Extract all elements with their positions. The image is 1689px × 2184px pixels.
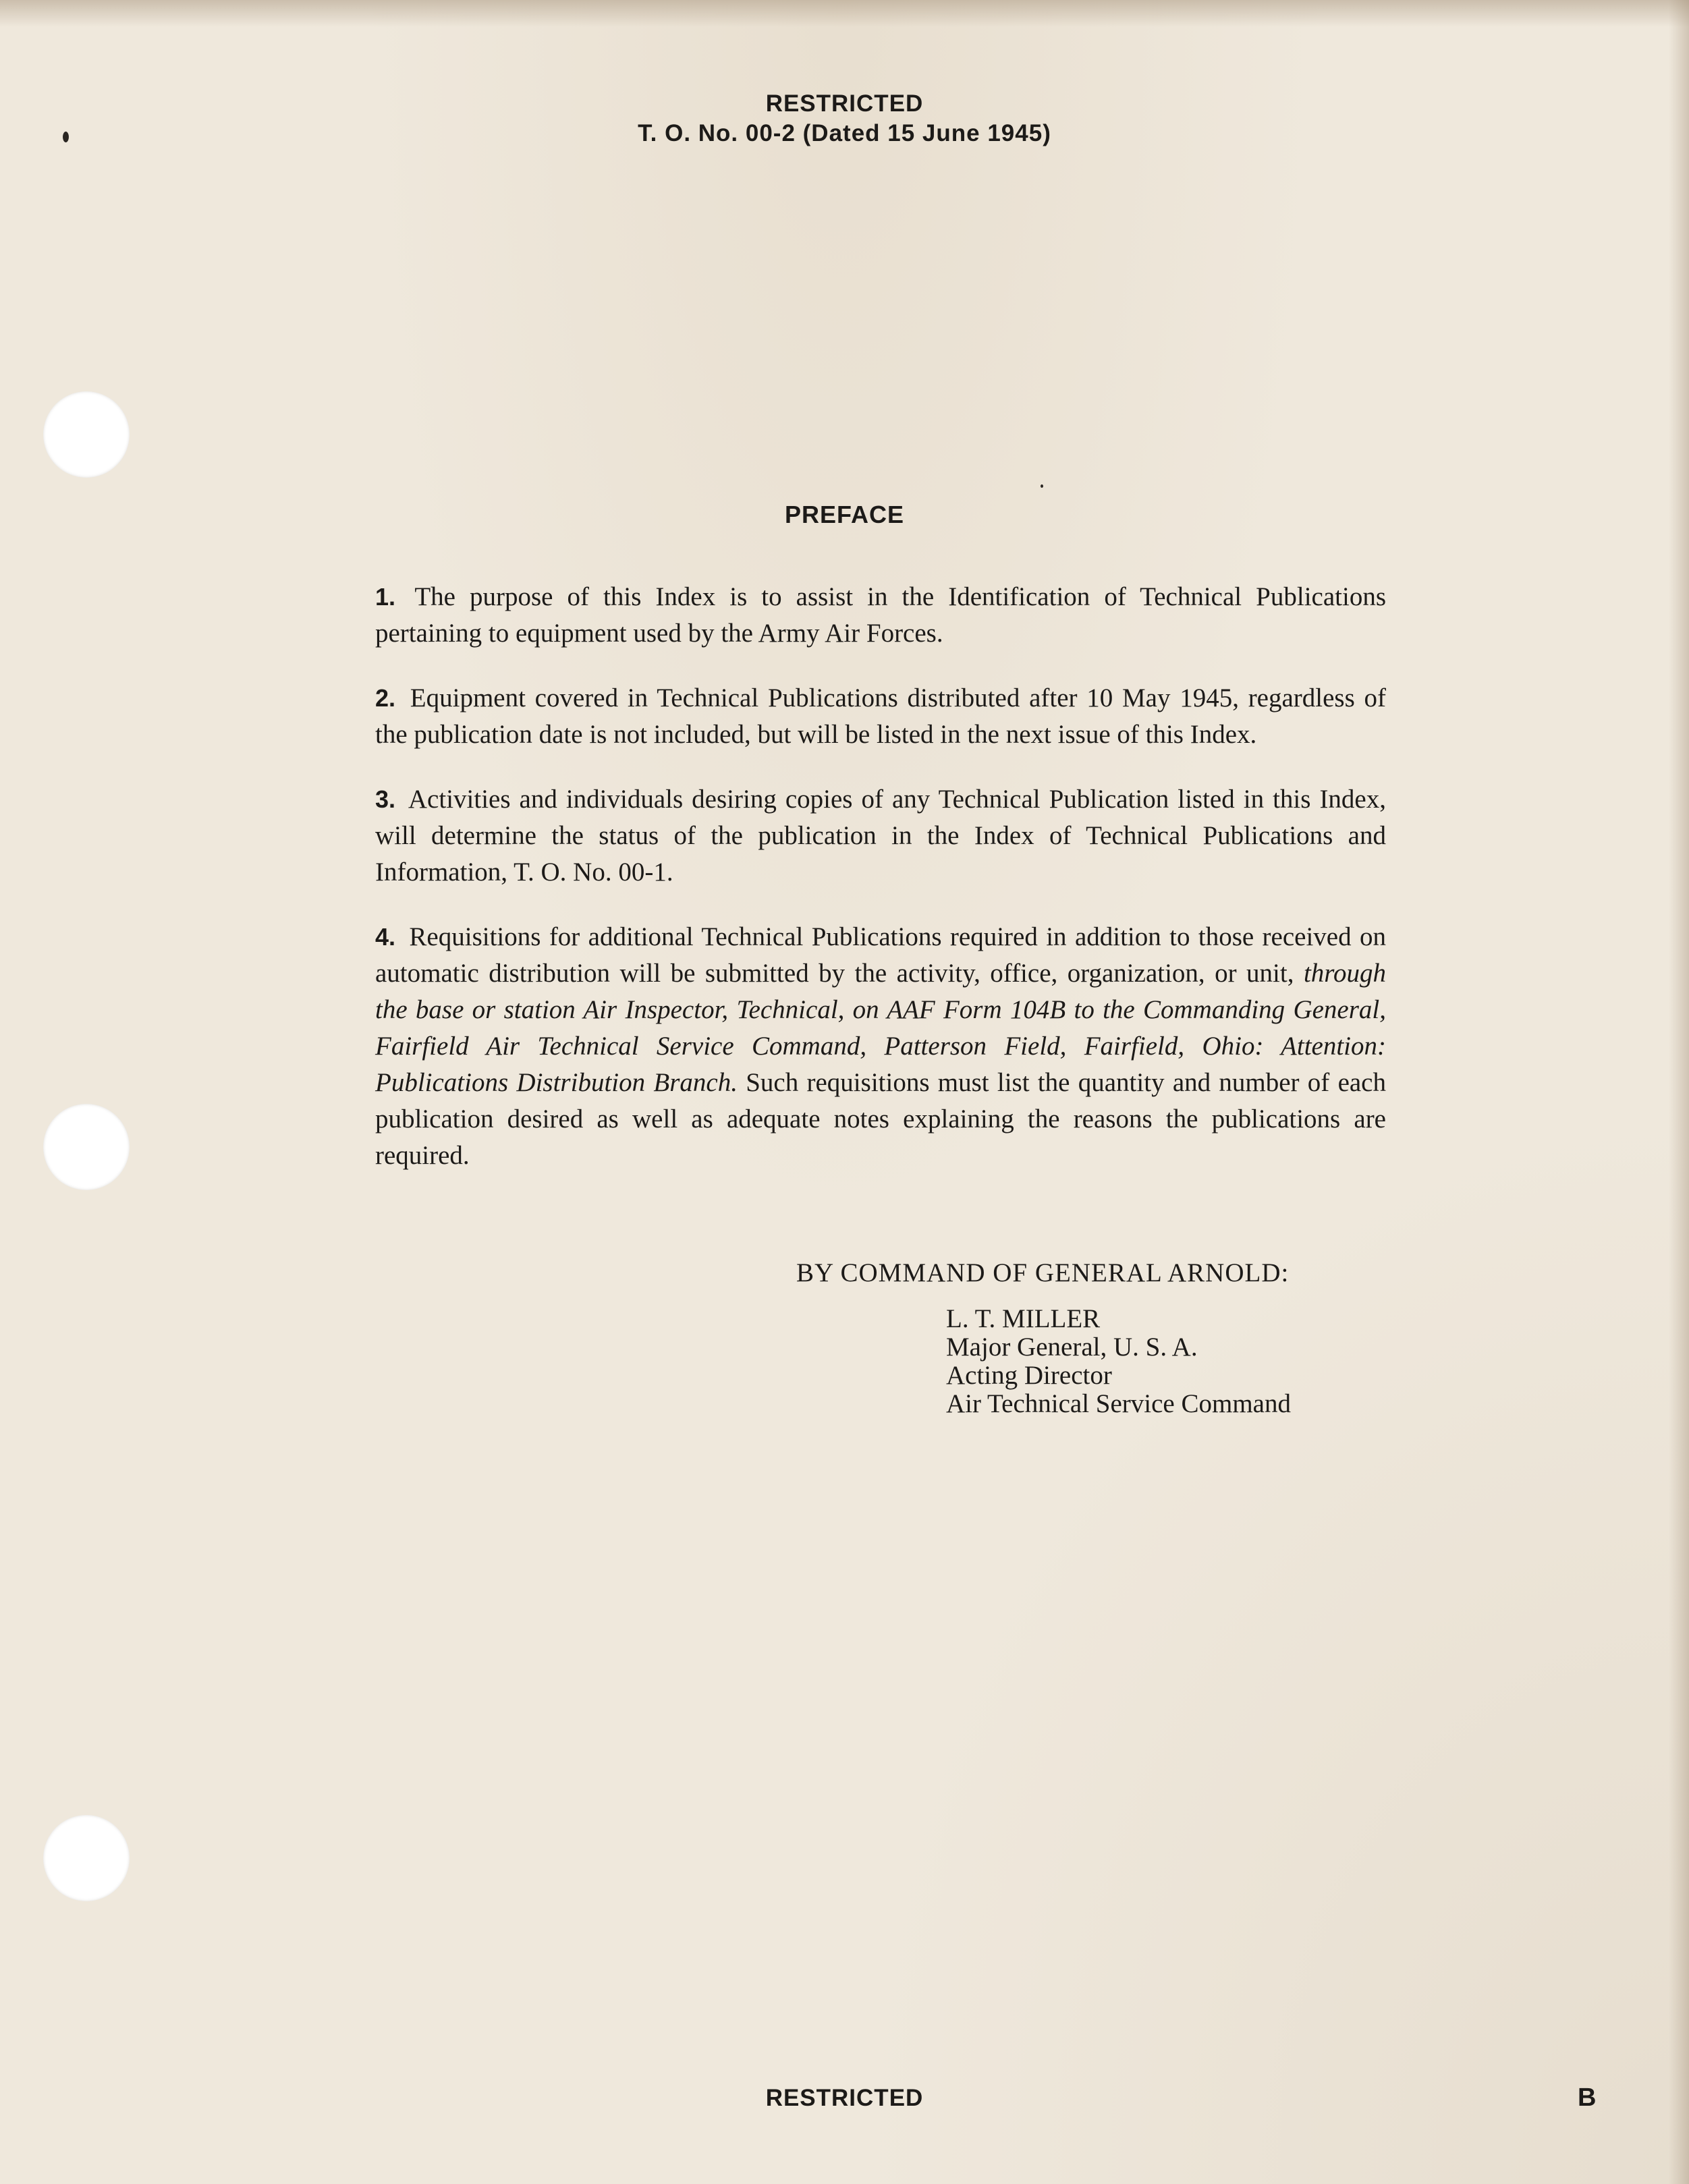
- header-document-number: T. O. No. 00-2 (Dated 15 June 1945): [638, 120, 1051, 146]
- punch-hole-bottom: [43, 1815, 130, 1901]
- preface-title: PREFACE: [784, 501, 905, 528]
- paper-edge-right: [1669, 0, 1689, 2184]
- page-letter: B: [1578, 2083, 1597, 2112]
- paragraph-text: Equipment covered in Technical Publications distributed after 10 May 1945, regardless of the publication date is not included, but will be listed in the next issue of this Index.: [375, 683, 1387, 749]
- signatory-rank: Major General, U. S. A.: [946, 1333, 1198, 1362]
- paragraph-italic-text: through the base or station Air Inspector, Technical, on AAF Form 104B to the Commanding General, Fairfield Air Technical Service Command, Patterson Field, Fairfield, Ohio: Attention: Publications Distribution Branch.: [375, 959, 1387, 1097]
- preface-body: [375, 579, 1386, 1202]
- command-line: BY COMMAND OF GENERAL ARNOLD:: [796, 1258, 1290, 1287]
- footer-classification: RESTRICTED: [765, 2085, 924, 2111]
- preface-paragraph-1: [375, 579, 1386, 652]
- preface-paragraph-2: [375, 680, 1386, 753]
- preface-paragraph-3: [375, 781, 1386, 891]
- punch-hole-middle: [43, 1104, 130, 1190]
- paragraph-number: 1.: [375, 583, 396, 611]
- paragraph-text: Such requisitions must list the quantity and number of each publication desired as well as adequate notes explaining the reasons the publications are required.: [375, 1068, 1386, 1170]
- header-classification: RESTRICTED: [765, 90, 924, 117]
- punch-hole-top: [43, 391, 130, 478]
- signatory-name: L. T. MILLER: [946, 1304, 1101, 1333]
- signatory-title: Acting Director: [946, 1361, 1112, 1390]
- paragraph-number: 3.: [375, 785, 396, 813]
- paragraph-text: The purpose of this Index is to assist in the Identification of Technical Publications pertaining to equipment used by the Army Air Forces.: [375, 582, 1386, 648]
- paragraph-text: Requisitions for additional Technical Publications required in addition to those received on automatic distribution will be submitted by the activity, office, organization, or unit,: [375, 922, 1386, 988]
- paragraph-number: 2.: [375, 684, 396, 712]
- preface-paragraph-4: [375, 919, 1386, 1174]
- paper-edge-top: [0, 0, 1689, 27]
- signature-block: [946, 1305, 1291, 1418]
- signatory-command: Air Technical Service Command: [946, 1389, 1291, 1418]
- ink-speck: [1041, 484, 1043, 488]
- paragraph-text: Activities and individuals desiring copies of any Technical Publication listed in this Index, will determine the status of the publication in the Index of Technical Publications and Information, T. O. No. 00-1.: [375, 785, 1386, 887]
- paragraph-number: 4.: [375, 923, 396, 951]
